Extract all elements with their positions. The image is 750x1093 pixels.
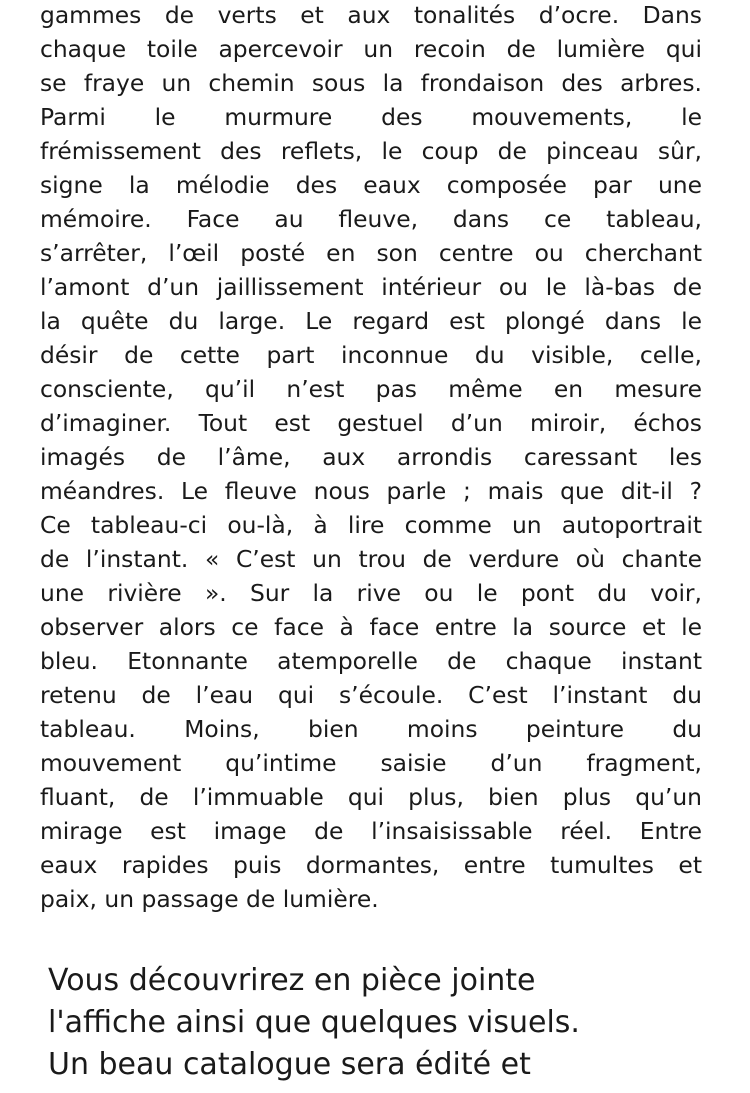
article-line: frémissement des reflets, le coup de pinceau sûr,	[40, 137, 702, 165]
article-line: gammes de verts et aux tonalités d’ocre. Dans	[40, 1, 702, 29]
article-line: de l’instant. « C’est un trou de verdure où chante	[40, 545, 702, 573]
article-line: Parmi le murmure des mouvements, le	[40, 103, 702, 131]
article-line: chaque toile apercevoir un recoin de lumière qui	[40, 35, 702, 63]
article-line: désir de cette part inconnue du visible, celle,	[40, 341, 702, 369]
article-line: la quête du large. Le regard est plongé dans le	[40, 307, 702, 335]
article-line: signe la mélodie des eaux composée par une	[40, 171, 702, 199]
article-line: consciente, qu’il n’est pas même en mesure	[40, 375, 702, 403]
article-line: observer alors ce face à face entre la source et le	[40, 613, 702, 641]
note-line: Vous découvrirez en pièce jointe	[48, 963, 536, 998]
article-line: méandres. Le fleuve nous parle ; mais que dit-il ?	[40, 477, 702, 505]
article-line: mémoire. Face au fleuve, dans ce tableau,	[40, 205, 702, 233]
article-line: s’arrêter, l’œil posté en son centre ou cherchant	[40, 239, 702, 267]
note-line: l'affiche ainsi que quelques visuels.	[48, 1005, 580, 1040]
article-line: bleu. Etonnante atemporelle de chaque instant	[40, 647, 702, 675]
article-line: retenu de l’eau qui s’écoule. C’est l’instant du	[40, 681, 702, 709]
article-line: l’amont d’un jaillissement intérieur ou le là-bas de	[40, 273, 702, 301]
article-line: Ce tableau-ci ou-là, à lire comme un autoportrait	[40, 511, 702, 539]
article-line: mirage est image de l’insaisissable réel. Entre	[40, 817, 702, 845]
note-line: Un beau catalogue sera édité et	[48, 1047, 531, 1082]
article-line: se fraye un chemin sous la frondaison des arbres.	[40, 69, 702, 97]
article-line: d’imaginer. Tout est gestuel d’un miroir, échos	[40, 409, 702, 437]
article-line-last: paix, un passage de lumière.	[40, 885, 379, 913]
article-line: une rivière ». Sur la rive ou le pont du voir,	[40, 579, 702, 607]
article-line: imagés de l’âme, aux arrondis caressant les	[40, 443, 702, 471]
article-paragraph	[40, 0, 702, 916]
article-line: tableau. Moins, bien moins peinture du	[40, 715, 702, 743]
article-line: mouvement qu’intime saisie d’un fragment,	[40, 749, 702, 777]
article-line: eaux rapides puis dormantes, entre tumultes et	[40, 851, 702, 879]
attachment-note	[48, 960, 738, 1086]
article-line: fluant, de l’immuable qui plus, bien plus qu’un	[40, 783, 702, 811]
